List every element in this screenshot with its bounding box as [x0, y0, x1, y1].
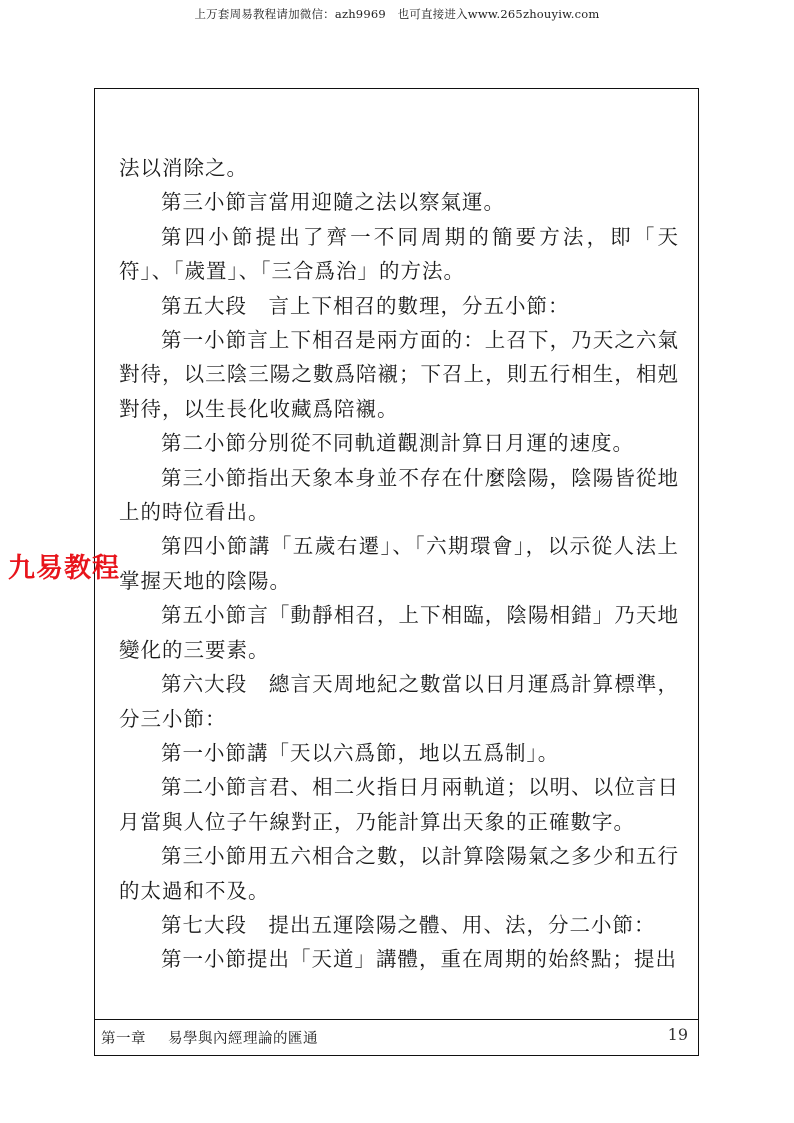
paragraph: 法以消除之。 — [119, 156, 248, 180]
chapter-label: 第一章 — [101, 1031, 146, 1047]
paragraph: 第一小節講「天以六爲節，地以五爲制」。 — [161, 740, 560, 765]
paragraph: 第三小節指出天象本身並不存在什麼陰陽，陰陽皆從地上的時位看出。 — [119, 465, 679, 525]
paragraph: 第二小節分別從不同軌道觀測計算日月運的速度。 — [161, 431, 634, 456]
page-footer — [95, 1019, 698, 1055]
paragraph: 第三小節言當用迎隨之法以察氣運。 — [161, 190, 505, 215]
top-banner: 上万套周易教程请加微信：azh9969 也可直接进入www.265zhouyiw.com — [194, 7, 600, 21]
page-frame — [94, 88, 699, 1056]
paragraph: 第六大段 總言天周地紀之數當以日月運爲計算標準，分三小節： — [119, 672, 679, 731]
paragraph: 第五小節言「動靜相召，上下相臨，陰陽相錯」乃天地變化的三要素。 — [119, 603, 679, 662]
watermark-logo: 九易教程 — [8, 553, 120, 584]
body-text — [119, 151, 679, 977]
running-footer — [101, 1027, 318, 1048]
chapter-title: 易學與內經理論的匯通 — [168, 1031, 318, 1047]
paragraph: 第七大段 提出五運陰陽之體、用、法，分二小節： — [161, 912, 656, 937]
paragraph: 第一小節提出「天道」講體，重在周期的始終點；提出 — [161, 947, 677, 972]
paragraph: 第四小節提出了齊一不同周期的簡要方法，即「天符」、「歲置」、「三合爲治」的方法。 — [119, 224, 679, 284]
paragraph: 第一小節言上下相召是兩方面的：上召下，乃天之六氣對待，以三陰三陽之數爲陪襯；下召上，則五行相生，相剋對待，以生長化收藏爲陪襯。 — [119, 328, 679, 421]
paragraph: 第四小節講「五歲右遷」、「六期環會」，以示從人法上掌握天地的陰陽。 — [119, 534, 679, 593]
paragraph: 第二小節言君、相二火指日月兩軌道；以明、以位言日月當與人位子午線對正，乃能計算出天象的正確數字。 — [119, 775, 679, 834]
page-number: 19 — [667, 1025, 688, 1044]
paragraph: 第五大段 言上下相召的數理，分五小節： — [161, 293, 570, 318]
paragraph: 第三小節用五六相合之數，以計算陰陽氣之多少和五行的太過和不及。 — [119, 844, 679, 903]
